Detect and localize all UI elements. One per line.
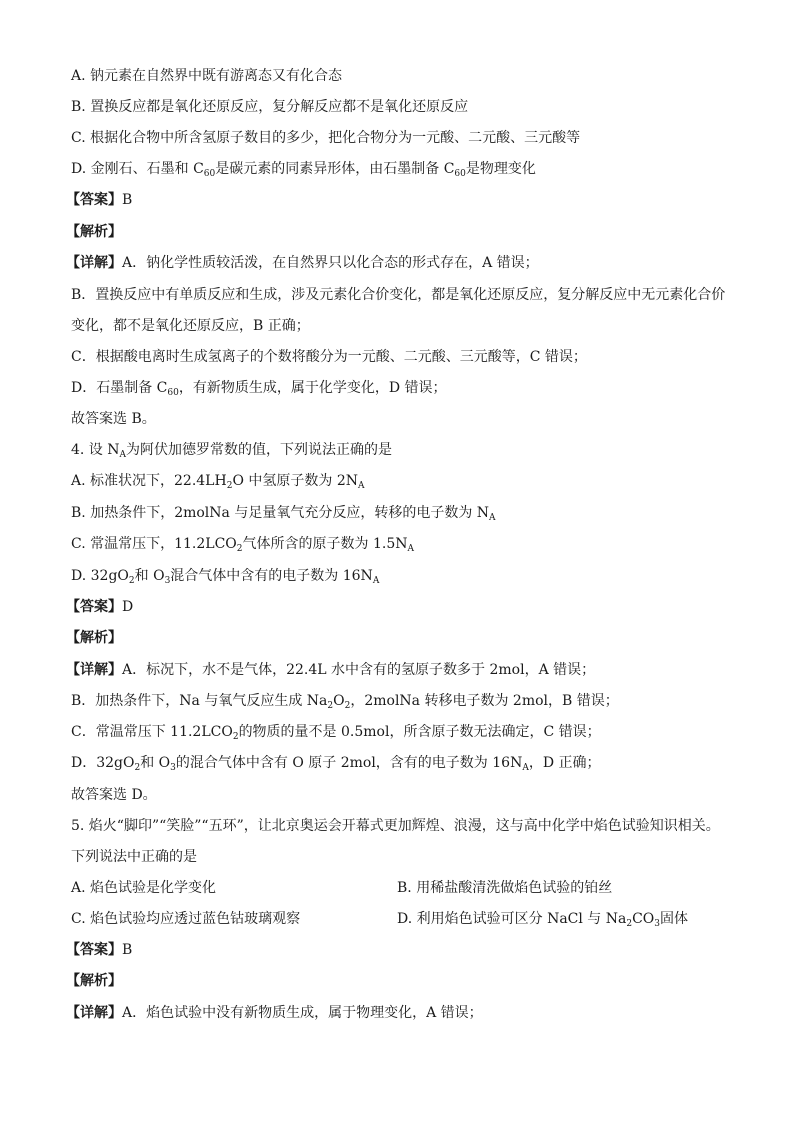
q3-detail-c: C．根据酸电离时生成氢离子的个数将酸分为一元酸、二元酸、三元酸等，C 错误；	[71, 349, 587, 365]
q4-answer: 【答案】D	[66, 599, 134, 615]
q4-conclusion: 故答案选 D。	[71, 787, 157, 803]
q4-option-b: B. 加热条件下，2molNa 与足量氧气充分反应，转移的电子数为 $N_A$	[71, 505, 496, 523]
q4-option-c: C. 常温常压下，$11.2LCO_2$气体所含的原子数为 $1.5N_A$	[71, 536, 414, 554]
q3-option-c: C. 根据化合物中所含氢原子数目的多少，把化合物分为一元酸、二元酸、三元酸等	[71, 130, 581, 146]
q4-analysis-tag: 【解析】	[66, 630, 122, 646]
q3-detail-d: D．石墨制备 $C_{60}$，有新物质生成，属于化学变化，D 错误；	[71, 380, 447, 398]
q3-analysis-tag: 【解析】	[66, 224, 122, 240]
q4-detail-d: D．$32gO_2$和 $O_3$的混合气体中含有 O 原子 2mol，含有的电子数为 $16N_A$，D 正确；	[71, 755, 601, 773]
q5-answer: 【答案】B	[66, 942, 133, 958]
q4-detail-b: B．加热条件下，Na 与氧气反应生成 $Na_2O_2$，2molNa 转移电子数为 2mol，B 错误；	[71, 693, 619, 711]
q5-detail-a: 【详解】A．焰色试验中没有新物质生成，属于物理变化，A 错误；	[66, 1005, 483, 1021]
q5-analysis-tag: 【解析】	[66, 973, 122, 989]
q3-detail-b-line1: B．置换反应中有单质反应和生成，涉及元素化合价变化，都是氧化还原反应，复分解反应中无元素化合价	[71, 287, 726, 303]
q3-option-d: D. 金刚石、石墨和 $C_{60}$是碳元素的同素异形体，由石墨制备 $C_{60}$是物理变化	[71, 161, 536, 179]
q4-detail-c: C．常温常压下 $11.2LCO_2$的物质的量不是 0.5mol，所含原子数无法确定，C 错误；	[71, 724, 601, 742]
q5-option-a: A. 焰色试验是化学变化	[71, 880, 217, 896]
q3-conclusion: 故答案选 B。	[71, 411, 156, 427]
q4-detail-a: 【详解】A．标况下，水不是气体，22.4L 水中含有的氢原子数多于 2mol，A 错误；	[66, 662, 596, 678]
q5-option-c: C. 焰色试验均应透过蓝色钴玻璃观察	[71, 911, 301, 927]
q3-option-a: A. 钠元素在自然界中既有游离态又有化合态	[71, 68, 343, 84]
q3-detail-a: 【详解】A．钠化学性质较活泼，在自然界只以化合态的形式存在，A 错误；	[66, 255, 539, 271]
q3-option-b: B. 置换反应都是氧化还原反应，复分解反应都不是氧化还原反应	[71, 99, 469, 115]
q5-stem-line2: 下列说法中正确的是	[71, 849, 197, 865]
q5-option-b: B. 用稀盐酸清洗做焰色试验的铂丝	[397, 880, 613, 896]
q5-stem-line1: 5. 焰火“脚印”“笑脸”“五环”，让北京奥运会开幕式更加辉煌、浪漫，这与高中化学中焰色试验知识相关。	[71, 818, 720, 834]
q3-answer: 【答案】B	[66, 192, 133, 208]
q4-stem: 4. 设 $N_A$为阿伏加德罗常数的值，下列说法正确的是	[71, 442, 393, 460]
q4-option-d: D. $32gO_2$和 $O_3$混合气体中含有的电子数为 $16N_A$	[71, 568, 380, 586]
q5-option-d: D. 利用焰色试验可区分 NaCl 与 $Na_2CO_3$固体	[397, 911, 689, 929]
q3-detail-b-line2: 变化，都不是氧化还原反应，B 正确；	[71, 318, 310, 334]
q4-option-a: A. 标准状况下，$22.4LH_2O$ 中氢原子数为 $2N_A$	[71, 473, 365, 491]
